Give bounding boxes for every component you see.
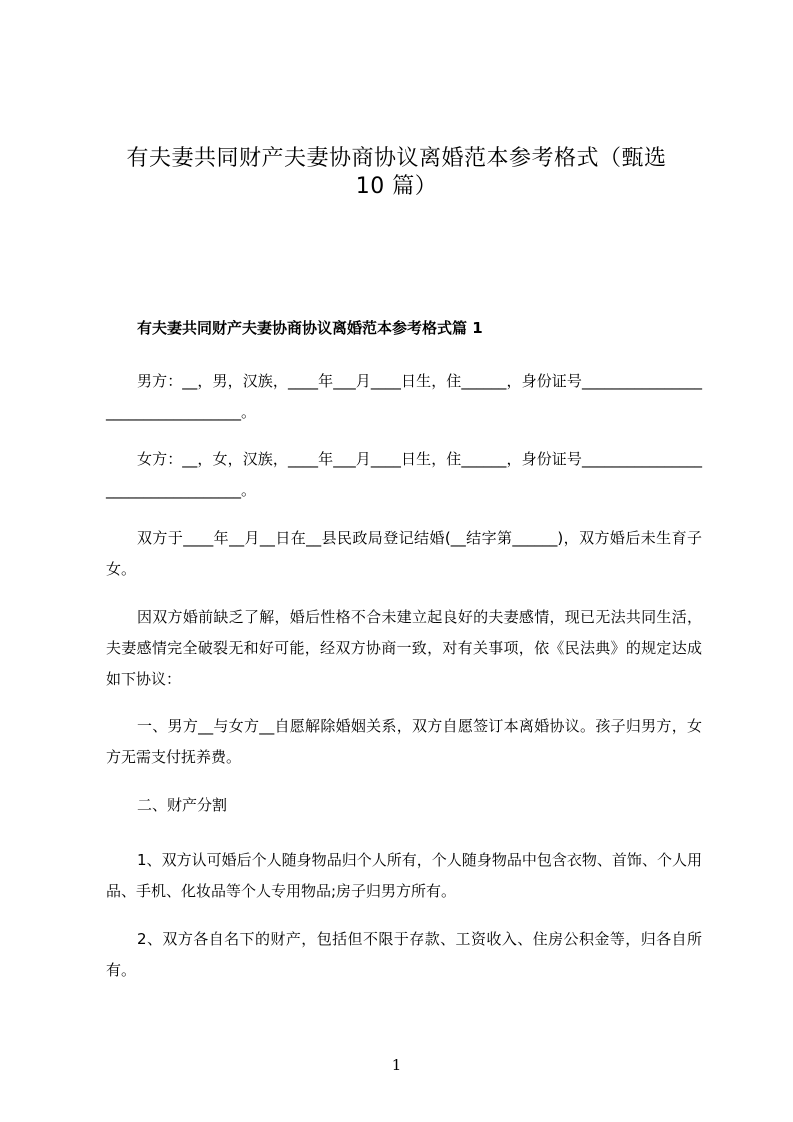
paragraph-clause-2-heading: 二、财产分割 <box>137 796 228 814</box>
paragraph-clause-1: 一、男方__与女方__自愿解除婚姻关系，双方自愿签订本离婚协议。孩子归男方，女方无需支付抚养费。 <box>106 717 702 766</box>
paragraph-property-item-1: 1、双方认可婚后个人随身物品归个人所有，个人随身物品中包含衣物、首饰、个人用品、手机、化妆品等个人专用物品;房子归男方所有。 <box>106 851 702 900</box>
paragraph-male-party: 男方：__，男，汉族，____年___月____日生，住______，身份证号__________________________________。 <box>106 372 702 421</box>
section-heading: 有夫妻共同财产夫妻协商协议离婚范本参考格式篇 1 <box>137 319 483 337</box>
paragraph-marriage-registration: 双方于____年__月__日在__县民政局登记结婚(__结字第______)，双方婚后未生育子女。 <box>106 529 702 578</box>
document-title-line-2: 10 篇） <box>355 174 438 199</box>
paragraph-reason: 因双方婚前缺乏了解，婚后性格不合未建立起良好的夫妻感情，现已无法共同生活，夫妻感情完全破裂无和好可能，经双方协商一致，对有关事项，依《民法典》的规定达成如下协议： <box>106 608 702 688</box>
page-number: 1 <box>391 1056 402 1074</box>
paragraph-property-item-2: 2、双方各自名下的财产，包括但不限于存款、工资收入、住房公积金等，归各自所有。 <box>106 930 702 979</box>
paragraph-female-party: 女方：__，女，汉族，____年___月____日生，住______，身份证号__________________________________。 <box>106 450 702 499</box>
document-title <box>90 145 703 201</box>
document-title-line-1: 有夫妻共同财产夫妻协商协议离婚范本参考格式（甄选 <box>126 146 667 171</box>
